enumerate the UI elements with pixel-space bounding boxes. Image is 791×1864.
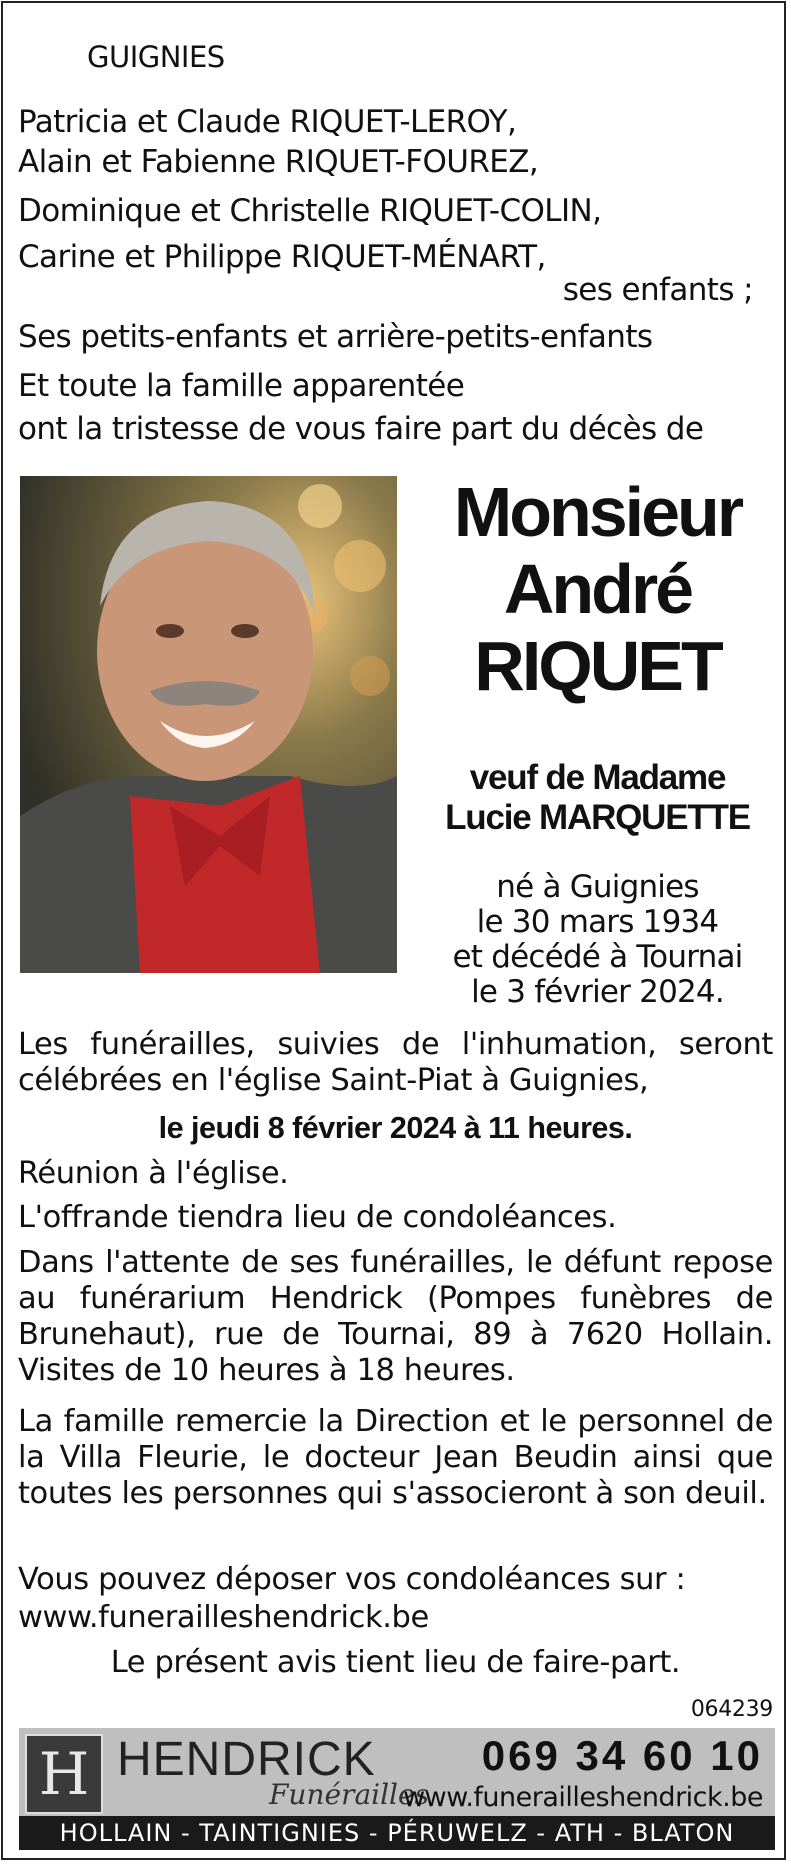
family-line-3: Dominique et Christelle RIQUET-COLIN,: [18, 193, 602, 229]
brand-name: HENDRICK: [117, 1733, 376, 1786]
repose-text: Dans l'attente de ses funérailles, le défunt repose au funérarium Hendrick (Pompes funèbres de Brunehaut), rue de Tournai, 89 à 7620 Hollain. Visites de 10 heures à 18 heures.: [18, 1245, 773, 1388]
offering-text: L'offrande tiendra lieu de condoléances.: [18, 1200, 617, 1235]
portrait-illustration: [20, 476, 397, 973]
family-line-2: Alain et Fabienne RIQUET-FOUREZ,: [18, 144, 539, 180]
funeral-text: Les funérailles, suivies de l'inhumation, seront célébrées en l'église Saint-Piat à Guignies,: [18, 1027, 773, 1098]
thanks-text: La famille remercie la Direction et le personnel de la Villa Fleurie, le docteur Jean Beudin ainsi que toutes les personnes qui s'associeront à son deuil.: [18, 1404, 773, 1511]
family-line-1: Patricia et Claude RIQUET-LEROY,: [18, 104, 517, 140]
meeting-text: Réunion à l'église.: [18, 1156, 289, 1191]
portrait-photo: [20, 476, 397, 973]
deceased-last-name: RIQUET: [474, 627, 721, 705]
town-heading: GUIGNIES: [87, 40, 225, 74]
footer-website[interactable]: www.funerailleshendrick.be: [403, 1782, 763, 1813]
widow-info: [420, 758, 775, 838]
condolences-text: Vous pouvez déposer vos condoléances sur :: [18, 1562, 686, 1597]
logo-letter: H: [38, 1740, 90, 1808]
phone-number[interactable]: 069 34 60 10: [481, 1732, 763, 1779]
brand-tagline: Funérailles: [269, 1778, 429, 1811]
family-more-3: ont la tristesse de vous faire part du décès de: [18, 411, 704, 447]
funeral-date: le jeudi 8 février 2024 à 11 heures.: [158, 1111, 633, 1145]
funeral-home-banner: [19, 1728, 775, 1822]
family-more-2: Et toute la famille apparentée: [18, 368, 465, 404]
widow-line-1: veuf de Madame: [469, 758, 726, 797]
locations-bar: HOLLAIN - TAINTIGNIES - PÉRUWELZ - ATH - BLATON: [19, 1816, 775, 1850]
deceased-first-name: André: [503, 550, 692, 628]
died-line-2: le 3 février 2024.: [471, 974, 724, 1010]
died-line-1: et décédé à Tournai: [452, 939, 743, 975]
family-role: ses enfants ;: [562, 272, 753, 308]
condolences-url[interactable]: www.funerailleshendrick.be: [18, 1600, 429, 1635]
born-line-1: né à Guignies: [496, 869, 699, 905]
deceased-title: Monsieur: [453, 473, 742, 551]
born-line-2: le 30 mars 1934: [476, 904, 719, 940]
widow-line-2: Lucie MARQUETTE: [445, 798, 750, 837]
birth-death-info: [420, 870, 775, 1010]
deceased-name: [420, 474, 775, 705]
reference-number: 064239: [690, 1697, 773, 1722]
family-more-1: Ses petits-enfants et arrière-petits-enfants: [18, 319, 653, 355]
hendrick-logo: [25, 1734, 103, 1814]
notice-text: Le présent avis tient lieu de faire-part.: [110, 1645, 681, 1680]
family-line-4: Carine et Philippe RIQUET-MÉNART,: [18, 239, 546, 275]
